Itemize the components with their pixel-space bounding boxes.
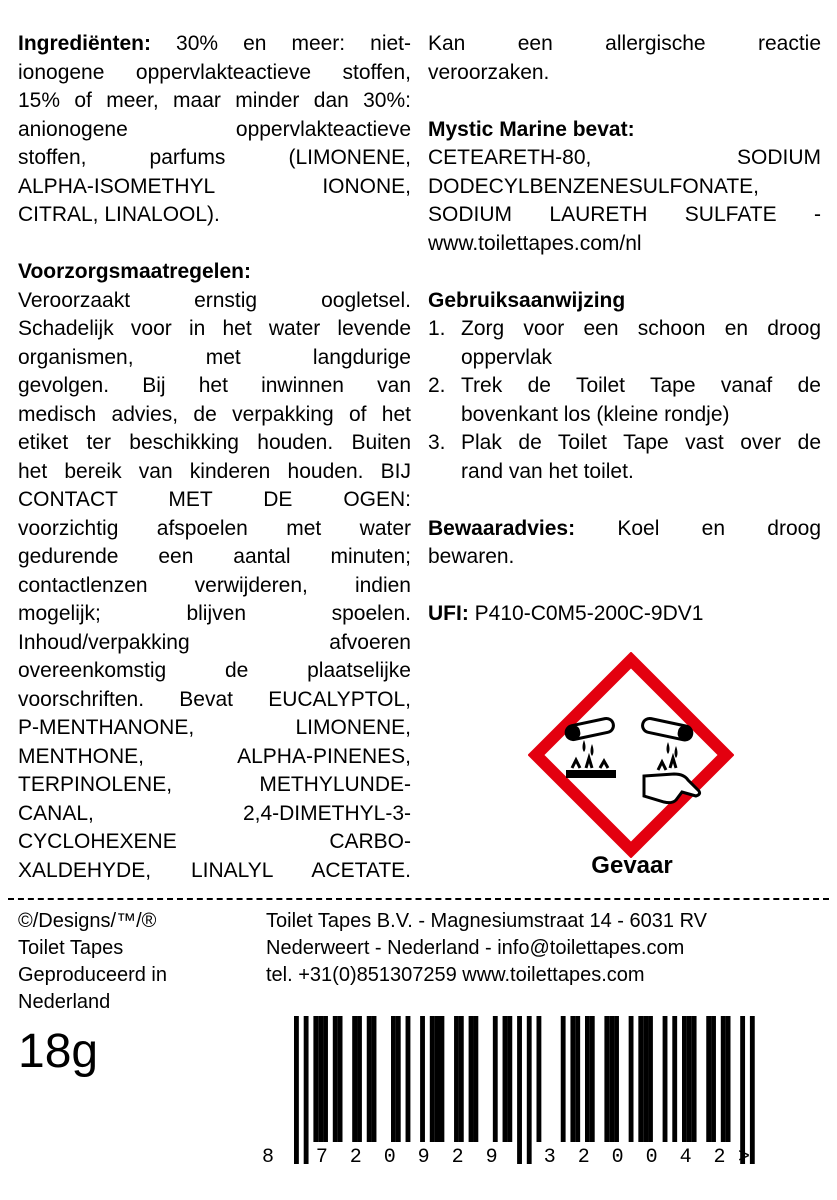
barcode-digit: 7 (315, 1146, 328, 1169)
precautions-line: organismen, met langdurige (18, 345, 411, 369)
barcode-bar (493, 1016, 498, 1142)
barcode-lead-digit: 8 (262, 1146, 275, 1169)
barcode-bar (726, 1016, 731, 1142)
barcode-bar (313, 1016, 318, 1142)
precautions-line: TERPINOLENE, METHYLUNDE- (18, 773, 411, 796)
barcode-digit: 2 (713, 1146, 726, 1169)
barcode-bar (420, 1016, 425, 1142)
barcode-bar (585, 1016, 590, 1142)
contains-line: www.toilettapes.com/nl (428, 231, 642, 255)
barcode-digit: 2 (577, 1146, 590, 1169)
instructions-section (428, 287, 821, 487)
precautions-line: XALDEHYDE, LINALYL ACETATE. (18, 858, 411, 882)
barcode-bar (750, 1016, 755, 1164)
net-weight: 18g (18, 1025, 99, 1078)
barcode-bar (440, 1016, 445, 1142)
precautions-line: MENTHONE, ALPHA-PINENES, (18, 744, 411, 768)
ingredients-line: stoffen, parfums (LIMONENE, (18, 146, 411, 169)
barcode-bar (318, 1016, 323, 1142)
precautions-line: CONTACT MET DE OGEN: (18, 488, 411, 511)
instructions-heading: Gebruiksaanwijzing (428, 288, 626, 312)
ingredients-line: CITRAL, LINALOOL). (18, 203, 220, 226)
storage-line: bewaren. (428, 545, 515, 568)
barcode-bar (406, 1016, 411, 1142)
barcode-bar (517, 1016, 522, 1164)
storage-label: Bewaaradvies: (428, 516, 576, 540)
step-number: 2. (428, 374, 446, 397)
ufi-label: UFI: (428, 602, 469, 625)
barcode-bar (638, 1016, 643, 1142)
company-block: Toilet Tapes B.V. - Magnesiumstraat 14 - 6031 RV Nederweert - Nederland - info@toilettapes.com tel. +31(0)851307259 www.toilettapes.com (266, 910, 707, 986)
precautions-line: Inhoud/verpakking afvoeren (18, 630, 411, 654)
barcode-bar (367, 1016, 372, 1142)
barcode-bar (435, 1016, 440, 1142)
barcode-bar (527, 1016, 532, 1164)
copyright-block: ©/Designs/™/® Toilet Tapes Geproduceerd in Nederland (18, 910, 167, 1013)
precautions-line: Schadelijk voor in het water levende (18, 317, 411, 340)
corrosion-pictogram-icon (528, 652, 734, 858)
precautions-line: voorschriften. Bevat EUCALYPTOL, (18, 687, 411, 711)
contains-line: CETEARETH-80, SODIUM (428, 146, 821, 169)
footer-divider (8, 898, 829, 900)
barcode-bar (333, 1016, 338, 1142)
precautions-heading: Voorzorgsmaatregelen: (18, 260, 251, 283)
barcode-bar (469, 1016, 474, 1142)
barcode-bar (672, 1016, 677, 1142)
barcode-bar (648, 1016, 653, 1142)
contains-section (428, 116, 821, 259)
barcode-digit: 4 (679, 1146, 692, 1169)
precautions-section (18, 258, 411, 885)
barcode-bar (692, 1016, 697, 1142)
contains-line: DODECYLBENZENESULFONATE, (428, 174, 760, 198)
instruction-step: 3. Plak de Toilet Tape vast over de rand van het toilet. (428, 431, 821, 483)
barcode-digit: 9 (417, 1146, 430, 1169)
barcode (254, 1016, 824, 1176)
barcode-bar (740, 1016, 745, 1164)
step-number: 3. (428, 431, 446, 454)
barcode-digit: 2 (349, 1146, 362, 1169)
barcode-digit: 0 (383, 1146, 396, 1169)
storage-section (428, 515, 821, 572)
barcode-bar (629, 1016, 634, 1142)
right-column (428, 30, 821, 629)
barcode-bar (663, 1016, 668, 1142)
ingredients-line: Ingrediënten: 30% en meer: niet- (18, 32, 411, 55)
barcode-right-digits (544, 1146, 726, 1169)
ingredients-label: Ingrediënten: (18, 32, 152, 55)
barcode-bar (575, 1016, 580, 1142)
contains-line: SODIUM LAURETH SULFATE - (428, 203, 821, 226)
barcode-bar (687, 1016, 692, 1142)
instruction-step: 2. Trek de Toilet Tape vanaf de bovenkant los (kleine rondje) (428, 374, 821, 426)
barcode-bar (507, 1016, 512, 1142)
barcode-bar (454, 1016, 459, 1142)
barcode-bar (304, 1016, 309, 1164)
barcode-bar (561, 1016, 566, 1142)
precautions-line: medisch advies, de verpakking of het (18, 402, 411, 426)
barcode-digit: 2 (451, 1146, 464, 1169)
ingredients-line: 15% of meer, maar minder dan 30%: (18, 89, 411, 112)
barcode-bar (294, 1016, 299, 1164)
barcode-bar (338, 1016, 343, 1142)
precautions-line: Veroorzaakt ernstig oogletsel. (18, 288, 411, 312)
precautions-line: P-MENTHANONE, LIMONENE, (18, 716, 411, 739)
instructions-list (428, 315, 821, 486)
allergy-section (428, 30, 821, 87)
allergy-line: veroorzaken. (428, 60, 550, 84)
precautions-line: overeenkomstig de plaatselijke (18, 659, 411, 682)
barcode-digit: 0 (645, 1146, 658, 1169)
ufi-line (428, 600, 821, 629)
ufi-value: P410-C0M5-200C-9DV1 (468, 602, 704, 625)
barcode-bar (537, 1016, 542, 1142)
barcode-bar (711, 1016, 716, 1142)
precautions-line: etiket ter beschikking houden. Buiten (18, 431, 411, 454)
barcode-bar (473, 1016, 478, 1142)
ingredients-section (18, 30, 411, 230)
barcode-left-digits (316, 1146, 498, 1169)
precautions-line: gedurende een aantal minuten; (18, 545, 411, 568)
precautions-line: CANAL, 2,4-DIMETHYL-3- (18, 801, 411, 825)
precautions-line: CYCLOHEXENE CARBO- (18, 830, 411, 853)
instruction-step: 1. Zorg voor een schoon en droog oppervlak (428, 317, 821, 369)
barcode-digit: 9 (485, 1146, 498, 1169)
barcode-bar (706, 1016, 711, 1142)
barcode-bar (609, 1016, 614, 1142)
precautions-line: gevolgen. Bij het inwinnen van (18, 374, 411, 397)
barcode-bar (357, 1016, 362, 1142)
precautions-line: voorzichtig afspoelen met water (18, 516, 411, 540)
barcode-bar (372, 1016, 377, 1142)
barcode-bar (590, 1016, 595, 1142)
barcode-bar (430, 1016, 435, 1142)
barcode-bar (459, 1016, 464, 1142)
barcode-digit: 0 (611, 1146, 624, 1169)
barcode-bar (323, 1016, 328, 1142)
ingredients-line: ionogene oppervlakteactieve stoffen, (18, 60, 411, 84)
barcode-bar (352, 1016, 357, 1142)
barcode-bar (682, 1016, 687, 1142)
ingredients-line: ALPHA-ISOMETHYL IONONE, (18, 174, 411, 198)
step-number: 1. (428, 317, 446, 340)
left-column (18, 30, 411, 885)
precautions-line: contactlenzen verwijderen, indien (18, 573, 411, 597)
barcode-bar (643, 1016, 648, 1142)
barcode-trail: > (738, 1146, 751, 1169)
storage-line: Bewaaradvies: Koel en droog (428, 516, 821, 540)
barcode-bar (721, 1016, 726, 1142)
barcode-bar (614, 1016, 619, 1142)
precautions-line: het bereik van kinderen houden. BIJ (18, 459, 411, 483)
signal-word: Gevaar (591, 852, 673, 879)
barcode-bar (570, 1016, 575, 1142)
barcode-bar (604, 1016, 609, 1142)
barcode-bar (396, 1016, 401, 1142)
barcode-digit: 3 (543, 1146, 556, 1169)
ingredients-line: anionogene oppervlakteactieve (18, 117, 411, 141)
allergy-line: Kan een allergische reactie (428, 32, 821, 55)
barcode-bar (503, 1016, 508, 1142)
precautions-line: mogelijk; blijven spoelen. (18, 602, 411, 625)
contains-heading: Mystic Marine bevat: (428, 117, 635, 141)
barcode-bars (294, 1016, 755, 1164)
barcode-bar (391, 1016, 396, 1142)
